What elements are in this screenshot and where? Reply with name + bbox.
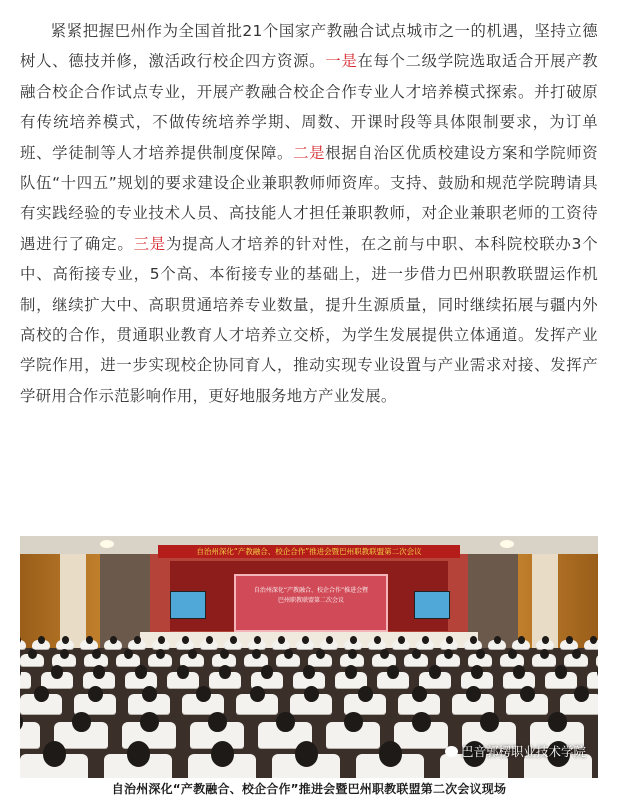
attendee-head xyxy=(230,636,237,644)
attendee-head xyxy=(380,649,389,659)
attendee-head xyxy=(574,686,589,703)
attendee-head xyxy=(480,712,499,733)
attendee-head xyxy=(72,712,91,733)
attendee-head xyxy=(284,649,293,659)
attendee-head xyxy=(140,712,159,733)
attendee-head xyxy=(303,665,315,678)
paragraph-intro: 紧紧把握巴州作为全国首批21个国家产教融合试点城市之一的机遇，坚持立德树人、德技并修，激活政行校企四方资源。 xyxy=(20,22,598,71)
attendee-head xyxy=(350,636,357,644)
article-paragraph xyxy=(20,0,598,411)
attendee-head xyxy=(252,649,261,659)
attendee-head xyxy=(379,741,402,766)
watermark-text: 巴音郭楞职业技术学院 xyxy=(460,744,586,759)
screen-line-1: 自治州深化“产教融合、校企合作”推进会暨 xyxy=(253,587,369,594)
attendee-head xyxy=(590,636,597,644)
attendee-head xyxy=(86,636,93,644)
attendee-head xyxy=(508,649,517,659)
attendee-head xyxy=(476,649,485,659)
attendee-head xyxy=(135,665,147,678)
attendee-head xyxy=(211,741,234,766)
attendee-head xyxy=(188,649,197,659)
attendee-head xyxy=(276,712,295,733)
seat-back xyxy=(596,654,598,666)
attendee-head xyxy=(127,741,150,766)
attendee-head xyxy=(28,649,37,659)
photo-caption: 自治州深化“产教融合、校企合作”推进会暨巴州职教联盟第二次会议现场 xyxy=(111,782,507,796)
attendee-head xyxy=(93,665,105,678)
ceiling-light xyxy=(100,540,114,548)
attendee-head xyxy=(304,686,319,703)
side-screen-right xyxy=(414,591,450,619)
attendee-head xyxy=(466,686,481,703)
attendee-head xyxy=(348,649,357,659)
attendee-head xyxy=(470,636,477,644)
attendee-head xyxy=(326,636,333,644)
attendee-head xyxy=(540,649,549,659)
attendee-head xyxy=(34,686,49,703)
attendee-head xyxy=(566,636,573,644)
attendee-head xyxy=(513,665,525,678)
attendee-head xyxy=(206,636,213,644)
attendee-head xyxy=(412,712,431,733)
wechat-icon xyxy=(445,746,458,757)
article-body xyxy=(20,0,598,411)
attendee-head xyxy=(422,636,429,644)
attendee-head xyxy=(344,712,363,733)
highlight-third: 三是 xyxy=(133,234,167,253)
attendee-head xyxy=(412,649,421,659)
attendee-head xyxy=(446,636,453,644)
attendee-head xyxy=(572,649,581,659)
attendee-head xyxy=(518,636,525,644)
attendee-head xyxy=(520,686,535,703)
attendee-head xyxy=(548,712,567,733)
attendee-head xyxy=(182,636,189,644)
stage-banner: 自治州深化“产教融合、校企合作”推进会暨巴州职教联盟第二次会议 xyxy=(158,545,460,558)
attendee-head xyxy=(250,686,265,703)
attendee-head xyxy=(60,649,69,659)
screen-line-2: 巴州职教联盟第二次会议 xyxy=(277,597,344,604)
attendee-head xyxy=(62,636,69,644)
meeting-photo xyxy=(20,536,598,778)
attendee-head xyxy=(88,686,103,703)
attendee-head xyxy=(208,712,227,733)
paragraph-point-two: 根据自治区优质校建设方案和学院师资队伍“十四五”规划的要求建设企业兼职教师师资库。支持、鼓励和规范学院聘请具有实践经验的专业技术人员、高技能人才担任兼职教师，对企业兼职老师的工资待遇进行了确定。 xyxy=(20,143,598,253)
attendee-head xyxy=(374,636,381,644)
attendee-head xyxy=(142,686,157,703)
attendee-head xyxy=(92,649,101,659)
attendee-head xyxy=(358,686,373,703)
attendee-head xyxy=(219,665,231,678)
attendee-head xyxy=(387,665,399,678)
attendee-head xyxy=(51,665,63,678)
attendee-head xyxy=(398,636,405,644)
attendee-head xyxy=(302,636,309,644)
ceiling-light xyxy=(500,540,514,548)
attendee-head xyxy=(412,686,427,703)
attendee-head xyxy=(278,636,285,644)
paragraph-point-one: 在每个二级学院选取适合开展产教融合校企合作试点专业，开展产教融合校企合作专业人才培养模式探索。并打破原有传统培养模式，不做传统培养学期、周数、开课时段等具体限制要求，为订单班、学徒制等人才培养提供制度保障。 xyxy=(20,52,598,162)
projection-screen xyxy=(234,574,388,632)
attendee-head xyxy=(345,665,357,678)
attendee-head xyxy=(254,636,261,644)
attendee-head xyxy=(429,665,441,678)
watermark xyxy=(445,742,586,760)
seat-back xyxy=(20,722,40,748)
attendee-head xyxy=(158,636,165,644)
paragraph-point-three: 为提高人才培养的针对性，在之前与中职、本科院校联办3个中、高衔接专业，5个高、本衔接专业的基础上，进一步借力巴州职教联盟运作机制，继续扩大中、高职贯通培养专业数量，提升生源质量，同时继续拓展与疆内外高校的合作，贯通职业教育人才培养立交桥，为学生发展提供立体通道。发挥产业学院作用，进一步实现校企协同育人，推动实现专业设置与产业需求对接、发挥产学研用合作示范影响作用，更好地服务地方产业发展。 xyxy=(20,234,598,405)
attendee-head xyxy=(110,636,117,644)
attendee-head xyxy=(471,665,483,678)
attendee-head xyxy=(38,636,45,644)
attendee-head xyxy=(43,741,66,766)
side-screen-left xyxy=(170,591,206,619)
attendee-head xyxy=(156,649,165,659)
attendee-head xyxy=(494,636,501,644)
attendee-head xyxy=(124,649,133,659)
attendee-head xyxy=(295,741,318,766)
attendee-head xyxy=(555,665,567,678)
seat-back xyxy=(20,672,31,688)
screen-title xyxy=(236,586,386,606)
attendee-head xyxy=(177,665,189,678)
attendee-head xyxy=(196,686,211,703)
attendee-head xyxy=(444,649,453,659)
attendee-head xyxy=(261,665,273,678)
highlight-first: 一是 xyxy=(325,52,358,71)
attendee-head xyxy=(542,636,549,644)
attendee-head xyxy=(134,636,141,644)
attendee-head xyxy=(220,649,229,659)
highlight-second: 二是 xyxy=(293,143,326,162)
attendee-head xyxy=(316,649,325,659)
